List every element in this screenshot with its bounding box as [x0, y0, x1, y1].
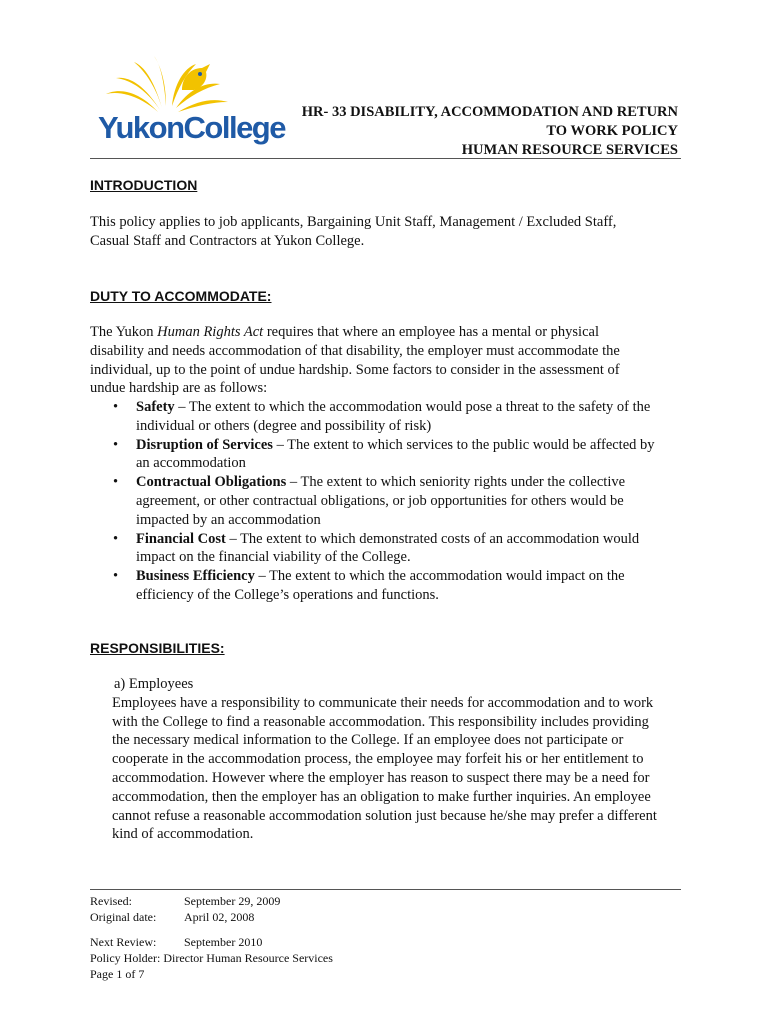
bullet-icon: •	[113, 474, 119, 491]
factor-term: Financial Cost	[136, 530, 226, 547]
list-item	[113, 473, 655, 529]
responsibility-line: kind of accommodation.	[112, 826, 254, 843]
factor-text: impact on the financial viability of the College.	[136, 549, 411, 566]
original-date-label: Original date:	[90, 910, 157, 924]
factor-text: – The extent to which the accommodation would impact on the	[254, 568, 625, 585]
bullet-icon: •	[113, 530, 119, 547]
yukon-college-logo	[98, 50, 285, 150]
duty-line	[90, 323, 690, 342]
next-review-row	[90, 934, 333, 950]
factor-text: – The extent to which demonstrated costs of an accommodation would	[225, 530, 640, 547]
factor-term: Contractual Obligations	[136, 474, 287, 491]
page-number: Page 1 of 7	[90, 967, 145, 981]
header-divider	[90, 158, 681, 159]
factor-text: agreement, or other contractual obligations, or job opportunities for others would be	[136, 492, 624, 509]
bullet-icon: •	[113, 436, 119, 453]
factor-text: impacted by an accommodation	[136, 511, 321, 528]
list-item	[113, 436, 655, 474]
document-title	[302, 103, 678, 160]
list-item	[113, 530, 655, 568]
responsibilities-section	[112, 675, 657, 844]
duty-text: The Yukon	[90, 324, 158, 340]
responsibility-line: cooperate in the accommodation process, the employee may forfeit his or her entitlement to	[112, 751, 644, 768]
title-line-2: TO WORK POLICY	[546, 123, 678, 139]
responsibility-line: the necessary medical information to the College. If an employee does not participate or	[112, 732, 624, 749]
employees-subheading: a) Employees	[114, 676, 194, 692]
revised-date: September 29, 2009	[184, 894, 281, 908]
policy-holder: Policy Holder: Director Human Resource Services	[90, 951, 333, 965]
intro-paragraph	[90, 213, 690, 251]
factor-term: Disruption of Services	[136, 436, 273, 453]
responsibility-line: with the College to find a reasonable accommodation. This responsibility includes providing	[112, 713, 649, 730]
original-date-row	[90, 909, 333, 925]
factor-text: – The extent to which the accommodation would pose a threat to the safety of the	[174, 399, 651, 415]
document-footer	[90, 893, 333, 982]
list-item	[113, 567, 655, 605]
title-line-1: HR- 33 DISABILITY, ACCOMMODATION AND RETURN	[301, 104, 678, 120]
next-review-label: Next Review:	[90, 935, 157, 949]
bullet-icon: •	[113, 399, 119, 415]
duty-text: requires that where an employee has a mental or physical	[263, 324, 599, 340]
duty-line: undue hardship are as follows:	[90, 380, 268, 397]
factor-term: Business Efficiency	[136, 568, 255, 585]
factor-text: – The extent to which seniority rights under the collective	[286, 474, 626, 491]
revised-row	[90, 893, 333, 909]
responsibility-line: Employees have a responsibility to communicate their needs for accommodation and to work	[112, 694, 654, 711]
responsibilities-heading: RESPONSIBILITIES:	[90, 640, 225, 656]
factor-text: individual or others (degree and possibility of risk)	[136, 417, 432, 434]
factor-term: Safety	[136, 399, 175, 415]
responsibility-line: accommodation. However where the employer has reason to suspect there may be a need for	[112, 769, 650, 786]
duty-heading: DUTY TO ACCOMMODATE:	[90, 288, 272, 304]
intro-line: This policy applies to job applicants, Bargaining Unit Staff, Management / Excluded Staff,	[90, 214, 617, 230]
factor-text: – The extent to which services to the public would be affected by	[272, 436, 655, 453]
list-item	[113, 398, 655, 436]
factor-text: an accommodation	[136, 455, 246, 472]
responsibility-line: accommodation, then the employer has an obligation to make further inquiries. An employee	[112, 788, 651, 805]
factor-text: efficiency of the College’s operations and functions.	[136, 586, 439, 603]
footer-divider	[90, 889, 681, 890]
responsibility-line: cannot refuse a reasonable accommodation solution just because he/she may prefer a different	[112, 807, 657, 824]
duty-line: disability and needs accommodation of that disability, the employer must accommodate the	[90, 342, 620, 359]
intro-line: Casual Staff and Contractors at Yukon College.	[90, 232, 365, 249]
duty-line: individual, up to the point of undue hardship. Some factors to consider in the assessment of	[90, 361, 620, 378]
bullet-icon: •	[113, 568, 119, 585]
title-line-3: HUMAN RESOURCE SERVICES	[461, 142, 678, 158]
human-rights-act-title: Human Rights Act	[157, 324, 264, 340]
intro-heading: INTRODUCTION	[90, 177, 198, 193]
next-review-date: September 2010	[184, 935, 263, 949]
revised-label: Revised:	[90, 894, 132, 908]
logo-wordmark: YukonCollege	[98, 110, 285, 145]
duty-paragraph	[90, 323, 690, 398]
original-date: April 02, 2008	[184, 910, 255, 924]
hardship-factors-list	[113, 398, 655, 605]
